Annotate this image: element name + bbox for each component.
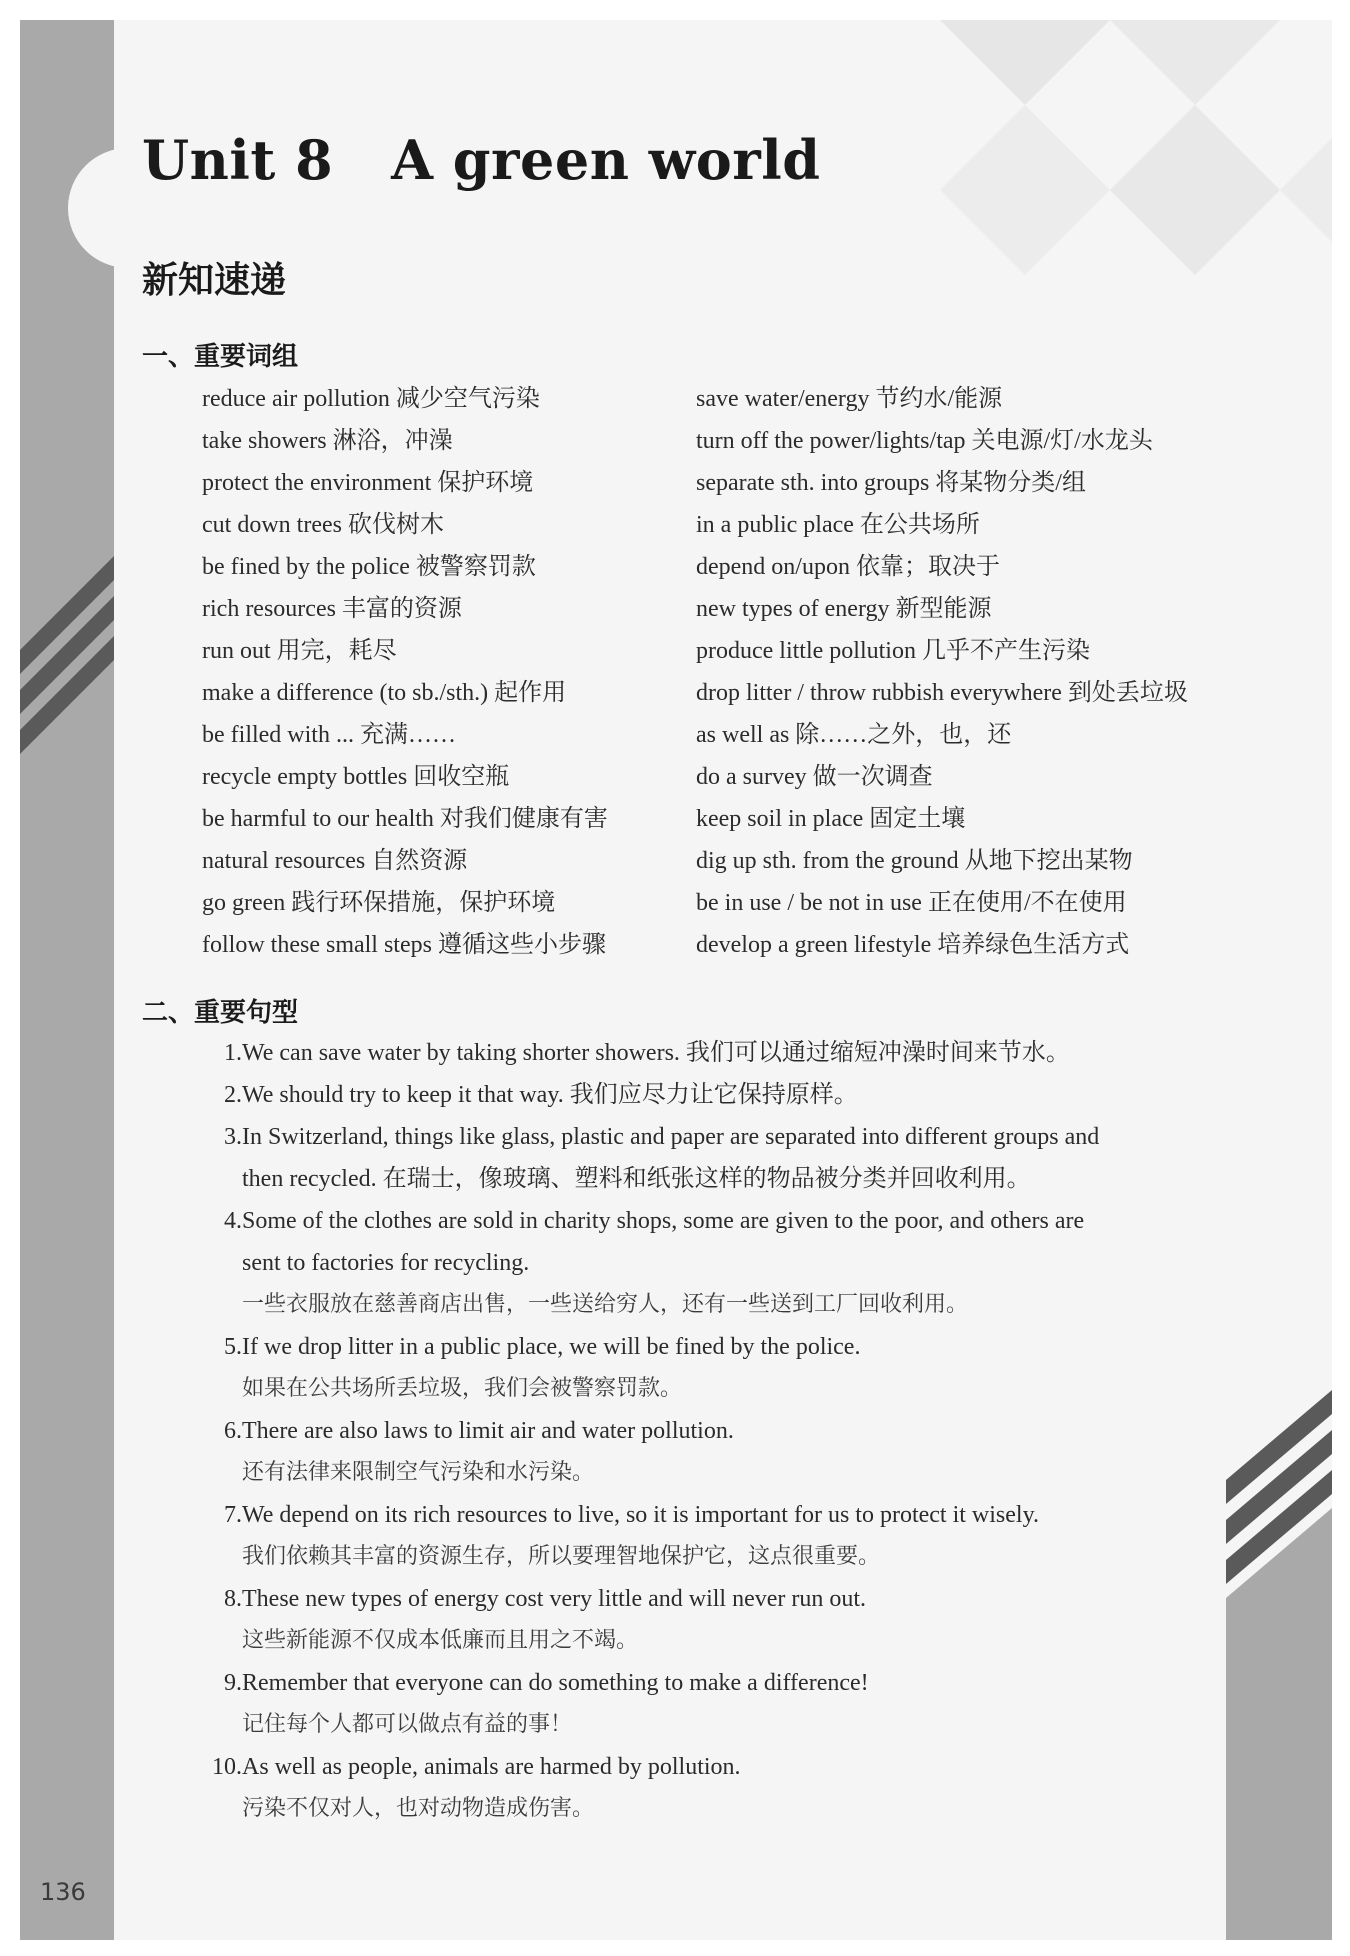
- phrase-item: protect the environment 保护环境: [202, 470, 534, 496]
- sentence-number: 1.: [224, 1040, 242, 1066]
- phrases-column-left: [202, 378, 696, 966]
- phrase-item: take showers 淋浴，冲澡: [202, 428, 453, 454]
- phrase-item: cut down trees 砍伐树木: [202, 512, 444, 538]
- sentences-heading: 二、重要句型: [142, 998, 299, 1028]
- sentence-number: 8.: [224, 1586, 242, 1612]
- phrase-item: as well as 除……之外，也，还: [696, 722, 1012, 748]
- phrase-item: turn off the power/lights/tap 关电源/灯/水龙头: [696, 428, 1153, 454]
- phrase-item: keep soil in place 固定土壤: [696, 806, 966, 832]
- sentence-english: We depend on its rich resources to live, so it is important for us to protect it wisely.: [242, 1502, 1040, 1528]
- sentence-item: [212, 1410, 1242, 1494]
- sentence-number: 4.: [224, 1208, 242, 1234]
- sentence-number: 6.: [224, 1418, 242, 1444]
- sentences-list: [212, 1032, 1242, 1830]
- phrase-item: drop litter / throw rubbish everywhere 到处丢垃圾: [696, 680, 1188, 706]
- sentence-item: [212, 1116, 1242, 1200]
- unit-title: Unit 8 A green world: [142, 128, 821, 192]
- sentence-english-cont: then recycled. 在瑞士，像玻璃、塑料和纸张这样的物品被分类并回收利用。: [242, 1166, 1031, 1192]
- sentence-english-cont: sent to factories for recycling.: [242, 1250, 530, 1276]
- left-stripes-decoration: [20, 540, 114, 760]
- sentence-chinese: 我们依赖其丰富的资源生存，所以要理智地保护它，这点很重要。: [242, 1544, 881, 1569]
- phrases-list: [202, 378, 1262, 966]
- sentence-number: 7.: [224, 1502, 242, 1528]
- section-heading: 新知速递: [142, 260, 287, 301]
- sentence-chinese: 还有法律来限制空气污染和水污染。: [242, 1460, 595, 1485]
- phrase-item: produce little pollution 几乎不产生污染: [696, 638, 1090, 664]
- phrase-item: new types of energy 新型能源: [696, 596, 992, 622]
- sentence-item: [212, 1494, 1242, 1578]
- sentence-english: These new types of energy cost very little and will never run out.: [242, 1586, 867, 1612]
- sentence-english: We can save water by taking shorter showers. 我们可以通过缩短冲澡时间来节水。: [242, 1040, 1070, 1066]
- phrase-item: rich resources 丰富的资源: [202, 596, 462, 622]
- phrase-item: develop a green lifestyle 培养绿色生活方式: [696, 932, 1130, 958]
- sentence-english: Remember that everyone can do something to make a difference!: [242, 1670, 869, 1696]
- phrase-item: go green 践行环保措施，保护环境: [202, 890, 556, 916]
- sentence-chinese: 这些新能源不仅成本低廉而且用之不竭。: [242, 1628, 639, 1653]
- sentence-chinese: 如果在公共场所丢垃圾，我们会被警察罚款。: [242, 1376, 683, 1401]
- phrase-item: depend on/upon 依靠；取决于: [696, 554, 1000, 580]
- sentence-chinese: 一些衣服放在慈善商店出售，一些送给穷人，还有一些送到工厂回收利用。: [242, 1292, 969, 1317]
- sentence-chinese: 污染不仅对人，也对动物造成伤害。: [242, 1796, 595, 1821]
- sentence-chinese: 记住每个人都可以做点有益的事！: [242, 1712, 573, 1737]
- sentence-english: We should try to keep it that way. 我们应尽力让它保持原样。: [242, 1082, 858, 1108]
- phrase-item: do a survey 做一次调查: [696, 764, 933, 790]
- sentence-number: 3.: [224, 1124, 242, 1150]
- phrase-item: recycle empty bottles 回收空瓶: [202, 764, 510, 790]
- sentence-item: [212, 1032, 1242, 1074]
- phrase-item: dig up sth. from the ground 从地下挖出某物: [696, 848, 1133, 874]
- phrase-item: run out 用完，耗尽: [202, 638, 397, 664]
- phrase-item: separate sth. into groups 将某物分类/组: [696, 470, 1086, 496]
- watermark-decoration: [780, 20, 1332, 400]
- phrase-item: be harmful to our health 对我们健康有害: [202, 806, 608, 832]
- sentence-item: [212, 1200, 1242, 1326]
- phrase-item: natural resources 自然资源: [202, 848, 468, 874]
- phrase-item: be filled with ... 充满……: [202, 722, 456, 748]
- sentence-item: [212, 1074, 1242, 1116]
- sentence-english: If we drop litter in a public place, we will be fined by the police.: [242, 1334, 861, 1360]
- sentence-number: 9.: [224, 1670, 242, 1696]
- sentence-item: [212, 1578, 1242, 1662]
- sentence-number: 10.: [212, 1754, 242, 1780]
- left-margin-strip: [20, 20, 114, 1940]
- phrase-item: save water/energy 节约水/能源: [696, 386, 1003, 412]
- phrase-item: follow these small steps 遵循这些小步骤: [202, 932, 606, 958]
- phrase-item: make a difference (to sb./sth.) 起作用: [202, 680, 567, 706]
- sentence-item: [212, 1746, 1242, 1830]
- phrase-item: in a public place 在公共场所: [696, 512, 980, 538]
- sentence-number: 5.: [224, 1334, 242, 1360]
- sentence-item: [212, 1326, 1242, 1410]
- phrase-item: be in use / be not in use 正在使用/不在使用: [696, 890, 1127, 916]
- sentence-number: 2.: [224, 1082, 242, 1108]
- sentence-english: In Switzerland, things like glass, plastic and paper are separated into different groups and: [242, 1124, 1100, 1150]
- sentence-english: There are also laws to limit air and water pollution.: [242, 1418, 734, 1444]
- page-number: 136: [40, 1878, 86, 1906]
- phrase-item: reduce air pollution 减少空气污染: [202, 386, 540, 412]
- phrases-column-right: [696, 378, 1256, 966]
- sentence-item: [212, 1662, 1242, 1746]
- sentence-english: Some of the clothes are sold in charity shops, some are given to the poor, and others are: [242, 1208, 1085, 1234]
- phrases-heading: 一、重要词组: [142, 342, 299, 372]
- phrase-item: be fined by the police 被警察罚款: [202, 554, 536, 580]
- sentence-english: As well as people, animals are harmed by pollution.: [242, 1754, 741, 1780]
